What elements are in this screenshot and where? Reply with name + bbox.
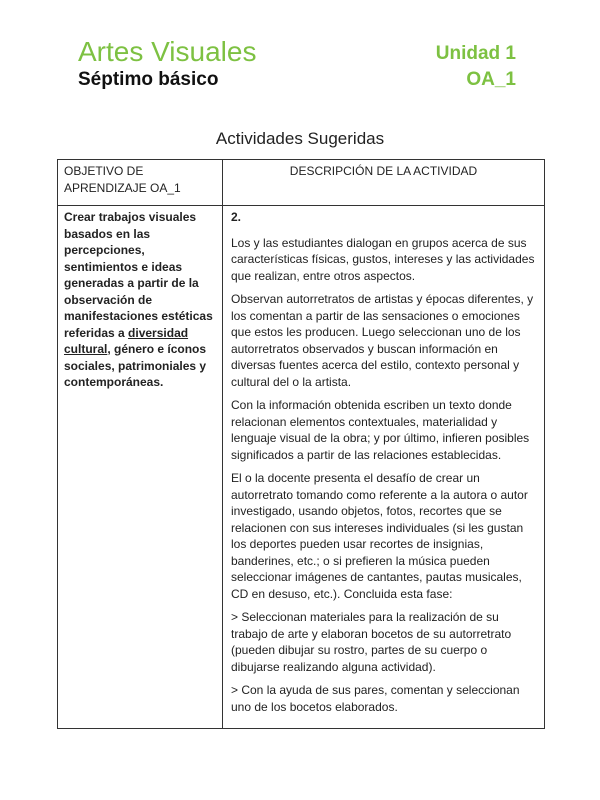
table-header-row — [58, 160, 545, 206]
objective-column-header: OBJETIVO DE APRENDIZAJE OA_1 — [58, 160, 223, 206]
activity-paragraph-4: El o la docente presenta el desafío de crear un autorretrato tomando como referente a la autora o autor investigado, usando objetos, fotos, recortes que se relacionen con sus intereses individuales (si les gustan los deportes pueden usar recortes de insignias, banderines, etc.; o si prefieren la música pueden seleccionar imágenes de cantantes, pautas musicales, CD en desuso, etc.). Concluida esta fase: — [231, 471, 528, 601]
activity-paragraph-2: Observan autorretratos de artistas y épocas diferentes, y los comentan a partir de las sensaciones o emociones que estos les producen. Luego seleccionan uno de los autorretratos observados y buscan información en diversas fuentes acerca del estilo, contexto personal y cultural del o la artista. — [231, 292, 534, 389]
objective-text-part2: , género e íconos sociales, patrimoniales y contemporáneas. — [64, 342, 207, 389]
subject-title: Artes Visuales — [78, 36, 257, 67]
activity-paragraph-6: > Con la ayuda de sus pares, comentan y seleccionan uno de los bocetos elaborados. — [231, 683, 520, 714]
activity-number: 2. — [231, 210, 242, 224]
description-column-header: DESCRIPCIÓN DE LA ACTIVIDAD — [223, 160, 545, 206]
objective-underlined-text: diversidad cultural — [64, 325, 189, 356]
oa-label: OA_1 — [466, 69, 516, 90]
activity-paragraph-1: Los y las estudiantes dialogan en grupos acerca de sus características físicas, gustos, intereses y las actividades que realizan, entre otros aspectos. — [231, 235, 535, 283]
grade-label: Séptimo básico — [78, 69, 219, 90]
activity-table — [57, 159, 545, 729]
activity-paragraph-3: Con la información obtenida escriben un texto donde relacionan elementos contextuales, materialidad y lenguaje visual de la obra; y por último, infieren posibles significados a partir de las relaciones establecidas. — [231, 398, 530, 462]
activity-paragraph-5: > Seleccionan materiales para la realización de su trabajo de arte y elaboran bocetos de su autorretrato (pueden dibujar su rostro, partes de su cuerpo o dibujarse realizando alguna actividad). — [231, 610, 512, 674]
subtitle-row — [78, 68, 516, 92]
objective-cell — [58, 206, 223, 729]
page-header — [78, 36, 516, 92]
section-title: Actividades Sugeridas — [215, 129, 385, 148]
objective-text-part1: Crear trabajos visuales basados en las percepciones, sentimientos e ideas generadas a partir de la observación de manifestaciones estéticas referidas a — [64, 210, 213, 340]
table-row — [58, 206, 545, 729]
title-row — [78, 36, 516, 68]
description-cell — [223, 206, 545, 729]
unit-label: Unidad 1 — [435, 43, 516, 64]
